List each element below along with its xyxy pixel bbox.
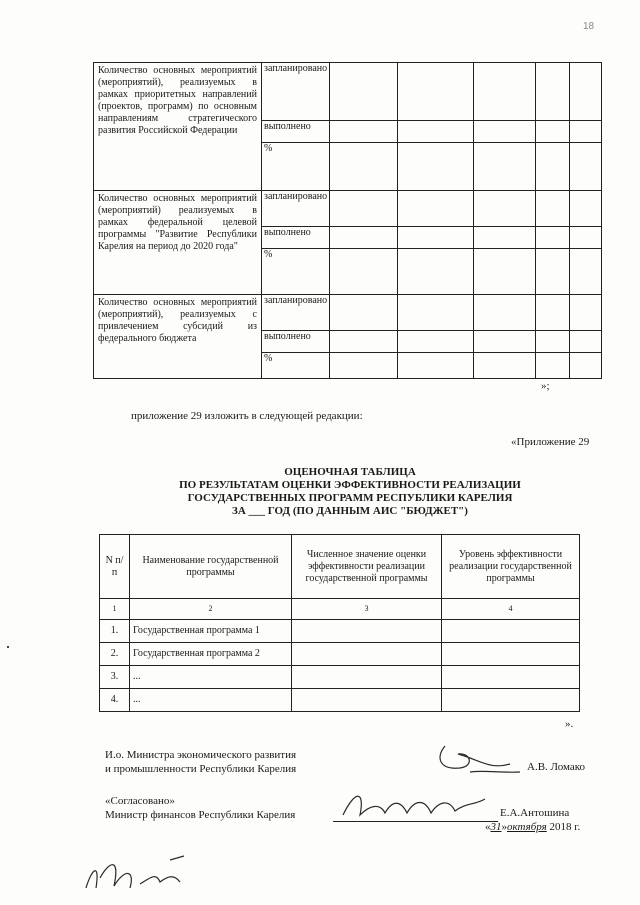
column-number: 4 [442, 599, 580, 620]
row-description: Количество основных мероприятий (мероприятий), реализуемых с привлечением субсидий из федерального бюджета [94, 295, 262, 379]
signatory-name: А.В. Ломако [527, 761, 586, 773]
row-label: запланировано [262, 63, 330, 121]
row-label: % [262, 249, 330, 295]
page-number: 18 [583, 21, 595, 32]
table-closing-quote: ». [565, 718, 574, 730]
header-cell: N п/п [100, 535, 130, 599]
date-month: октября [507, 821, 547, 833]
table-header-row [100, 535, 580, 599]
row-number: 2. [100, 643, 130, 666]
agreeing-name: Е.А.Антошина [500, 807, 570, 819]
agreeing-title: Министр финансов Республики Карелия [105, 809, 296, 821]
signatory-title-line2: и промышленности Республики Карелия [105, 763, 297, 775]
program-name: ... [130, 666, 292, 689]
program-name: Государственная программа 1 [130, 620, 292, 643]
column-number: 3 [292, 599, 442, 620]
evaluation-table [99, 534, 580, 712]
column-number: 1 [100, 599, 130, 620]
scan-speck [7, 646, 9, 648]
row-description: Количество основных мероприятий (мероприятий) реализуемых в рамках федеральной целевой программы "Развитие Республики Карелия на период до 2020 года" [94, 191, 262, 295]
row-label: % [262, 353, 330, 379]
appendix-label: «Приложение 29 [511, 436, 590, 448]
indicator-table [93, 62, 602, 379]
program-name: Государственная программа 2 [130, 643, 292, 666]
row-number: 4. [100, 689, 130, 712]
row-label: выполнено [262, 227, 330, 249]
table-row [100, 666, 580, 689]
table-row [100, 689, 580, 712]
signature-image [420, 740, 530, 780]
row-number: 1. [100, 620, 130, 643]
row-label: выполнено [262, 331, 330, 353]
table-closing-quote: »; [541, 380, 550, 392]
title-line: ПО РЕЗУЛЬТАТАМ ОЦЕНКИ ЭФФЕКТИВНОСТИ РЕАЛИЗАЦИИ [179, 479, 521, 491]
row-number: 3. [100, 666, 130, 689]
table-row [94, 295, 602, 331]
signatory-title-line1: И.о. Министра экономического развития [105, 749, 297, 761]
row-label: запланировано [262, 295, 330, 331]
header-cell: Численное значение оценки эффективности реализации государственной программы [292, 535, 442, 599]
column-numbers-row [100, 599, 580, 620]
row-label: выполнено [262, 121, 330, 143]
agreed-label: «Согласовано» [105, 795, 175, 807]
table-row [94, 191, 602, 227]
signature-date: «31»октября 2018 г. [485, 821, 581, 833]
instruction-text: приложение 29 изложить в следующей редакции: [131, 410, 363, 422]
row-label: % [262, 143, 330, 191]
title-line: ГОСУДАРСТВЕННЫХ ПРОГРАММ РЕСПУБЛИКИ КАРЕЛИЯ [187, 492, 513, 504]
signature-image [335, 785, 495, 825]
row-description: Количество основных мероприятий (мероприятий), реализуемых в рамках приоритетных направлений (проектов, программ) по основным направлениям стратегического развития Российской Федерации [94, 63, 262, 191]
column-number: 2 [130, 599, 292, 620]
title-line: ЗА ___ ГОД (ПО ДАННЫМ АИС "БЮДЖЕТ") [232, 505, 468, 517]
page-title: ОЦЕНОЧНАЯ ТАБЛИЦА [284, 466, 416, 478]
table-row [94, 63, 602, 121]
handwritten-mark [80, 848, 210, 898]
row-label: запланировано [262, 191, 330, 227]
table-row [100, 643, 580, 666]
header-cell: Наименование государственной программы [130, 535, 292, 599]
date-day: 31 [490, 821, 502, 833]
header-cell: Уровень эффективности реализации государственной программы [442, 535, 580, 599]
program-name: ... [130, 689, 292, 712]
table-row [100, 620, 580, 643]
date-year: 2018 г. [549, 821, 581, 833]
